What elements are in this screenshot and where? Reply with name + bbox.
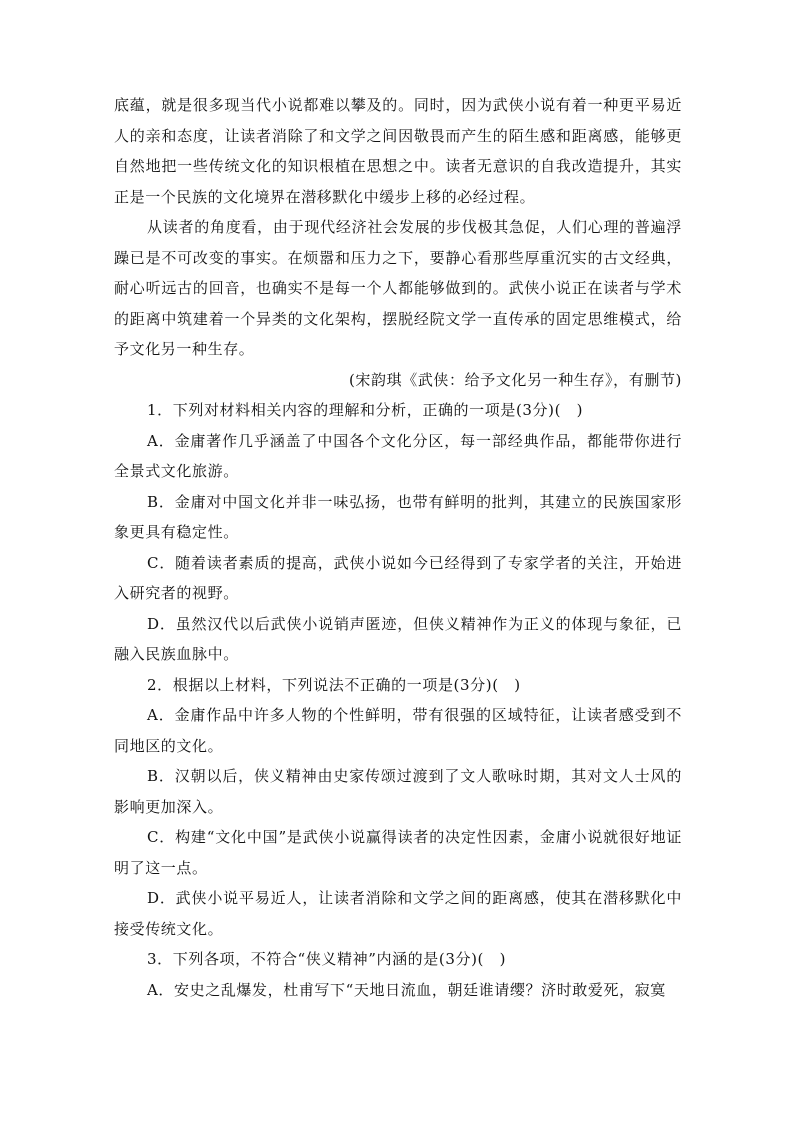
question-option: D．虽然汉代以后武侠小说销声匿迹，但侠义精神作为正义的体现与象征，已融入民族血脉中。 [114,614,682,663]
question-option: D．武侠小说平易近人，让读者消除和文学之间的距离感，使其在潜移默化中接受传统文化。 [114,889,682,938]
question-option: B．金庸对中国文化并非一味弘扬，也带有鲜明的批判，其建立的民族国家形象更具有稳定性。 [114,492,682,541]
question-stem: 1．下列对材料相关内容的理解和分析，正确的一项是(3分)( ) [147,401,584,419]
paragraph: 从读者的角度看，由于现代经济社会发展的步伐极其急促，人们心理的普遍浮躁已是不可改变的事实。在烦嚣和压力之下，要静心看那些厚重沉实的古文经典，耐心听远古的回音，也确实不是每一个人都能够做到的。武侠小说正在读者与学术的距离中筑建着一个异类的文化架构，摆脱经院文学一直传承的固定思维模式，给予文化另一种生存。 [114,218,682,358]
question-option: A．金庸作品中许多人物的个性鲜明，带有很强的区域特征，让读者感受到不同地区的文化。 [114,706,682,755]
question-stem: 2．根据以上材料，下列说法不正确的一项是(3分)( ) [147,675,521,694]
question-option: C．随着读者素质的提高，武侠小说如今已经得到了专家学者的关注，开始进入研究者的视野。 [114,553,682,602]
question-option: C．构建“文化中国”是武侠小说赢得读者的决定性因素，金庸小说就很好地证明了这一点。 [114,828,682,877]
source-citation: (宋韵琪《武侠：给予文化另一种生存》，有删节) [348,370,682,389]
document-body [114,90,682,1005]
question-option: A．安史之乱爆发，杜甫写下“天地日流血，朝廷谁请缨？济时敢爱死，寂寞 [147,980,666,999]
question-stem: 3．下列各项，不符合“侠义精神”内涵的是(3分)( ) [147,950,507,968]
question-option: A．金庸著作几乎涵盖了中国各个文化分区，每一部经典作品，都能带你进行全景式文化旅游。 [114,431,682,480]
question-option: B．汉朝以后，侠义精神由史家传颂过渡到了文人歌咏时期，其对文人士风的影响更加深入。 [114,767,682,816]
paragraph: 底蕴，就是很多现当代小说都难以攀及的。同时，因为武侠小说有着一种更平易近人的亲和态度，让读者消除了和文学之间因敬畏而产生的陌生感和距离感，能够更自然地把一些传统文化的知识根植在思想之中。读者无意识的自我改造提升，其实正是一个民族的文化境界在潜移默化中缓步上移的必经过程。 [114,96,682,206]
